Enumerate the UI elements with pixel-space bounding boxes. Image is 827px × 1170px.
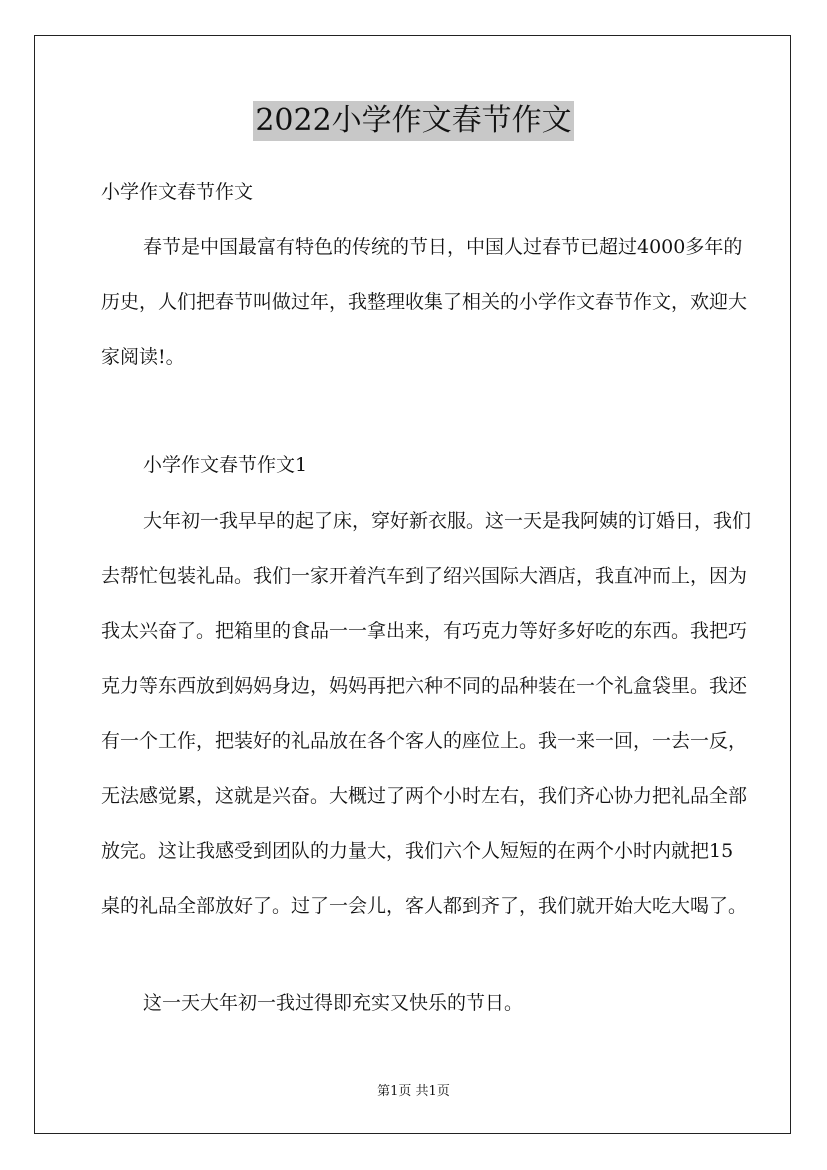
essay-heading: 小学作文春节作文1 [143,454,308,476]
intro-paragraph: 春节是中国最富有特色的传统的节日，中国人过春节已超过4000多年的历史，人们把春节叫做过年，我整理收集了相关的小学作文春节作文，欢迎大家阅读!。 [101,236,748,368]
page-footer: 第1页 共1页 [377,1084,450,1099]
title-container [0,101,827,141]
document-subtitle: 小学作文春节作文 [101,181,254,203]
essay-closing-paragraph: 这一天大年初一我过得即充实又快乐的节日。 [143,992,524,1014]
essay-body-paragraph: 大年初一我早早的起了床，穿好新衣服。这一天是我阿姨的订婚日，我们去帮忙包装礼品。我们一家开着汽车到了绍兴国际大酒店，我直冲而上，因为我太兴奋了。把箱里的食品一一拿出来，有巧克力等好多好吃的东西。我把巧克力等东西放到妈妈身边，妈妈再把六种不同的品种装在一个礼盒袋里。我还有一个工作，把装好的礼品放在各个客人的座位上。我一来一回，一去一反，无法感觉累，这就是兴奋。大概过了两个小时左右，我们齐心协力把礼品全部放完。这让我感受到团队的力量大，我们六个人短短的在两个小时内就把15桌的礼品全部放好了。过了一会儿，客人都到齐了，我们就开始大吃大喝了。 [101,510,752,917]
document-title: 2022小学作文春节作文 [253,101,573,141]
